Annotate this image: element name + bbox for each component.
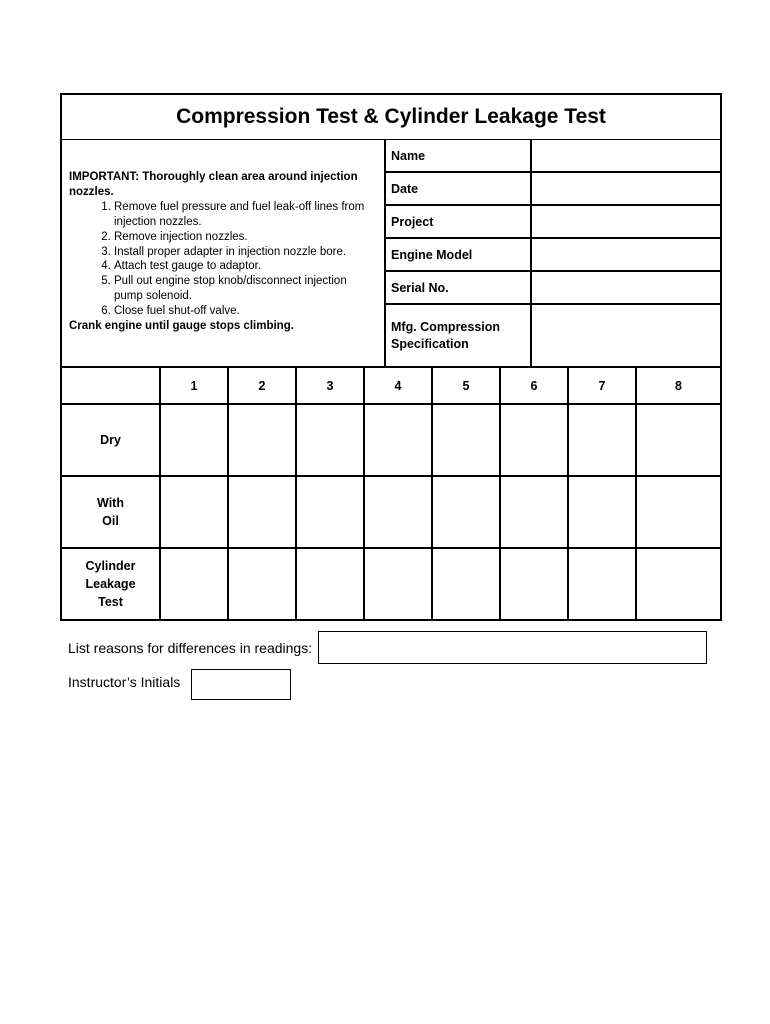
reading-cell[interactable] bbox=[568, 476, 636, 548]
initials-field[interactable] bbox=[191, 669, 291, 700]
name-field[interactable] bbox=[532, 140, 720, 171]
reading-cell[interactable] bbox=[432, 404, 500, 476]
reading-cell[interactable] bbox=[364, 476, 432, 548]
important-note: IMPORTANT: Thoroughly clean area around injection nozzles. bbox=[69, 171, 358, 198]
field-row-name bbox=[386, 140, 720, 173]
reasons-label: List reasons for differences in readings: bbox=[68, 639, 313, 656]
initials-section bbox=[68, 669, 291, 700]
reading-cell[interactable] bbox=[160, 548, 228, 619]
reading-cell[interactable] bbox=[160, 404, 228, 476]
engine-model-label: Engine Model bbox=[386, 239, 532, 270]
reading-cell[interactable] bbox=[160, 476, 228, 548]
spec-field[interactable] bbox=[532, 305, 720, 366]
info-section bbox=[62, 140, 720, 368]
row-label: With Oil bbox=[62, 476, 160, 548]
reading-cell[interactable] bbox=[500, 404, 568, 476]
spec-label: Mfg. Compression Specification bbox=[386, 305, 532, 366]
info-fields bbox=[386, 140, 720, 366]
date-field[interactable] bbox=[532, 173, 720, 204]
reading-cell[interactable] bbox=[568, 548, 636, 619]
project-label: Project bbox=[386, 206, 532, 237]
table-row-leakage bbox=[62, 548, 720, 619]
row-label: Dry bbox=[62, 404, 160, 476]
reading-cell[interactable] bbox=[296, 404, 364, 476]
column-header: 3 bbox=[296, 368, 364, 404]
instruction-step: 3. Install proper adapter in injection nozzle bore. bbox=[114, 245, 378, 260]
reading-cell[interactable] bbox=[364, 404, 432, 476]
reading-cell[interactable] bbox=[636, 548, 720, 619]
table-row-dry bbox=[62, 404, 720, 476]
instructions-panel bbox=[62, 140, 386, 366]
serial-label: Serial No. bbox=[386, 272, 532, 303]
serial-field[interactable] bbox=[532, 272, 720, 303]
reading-cell[interactable] bbox=[228, 548, 296, 619]
field-row-spec bbox=[386, 305, 720, 366]
name-label: Name bbox=[386, 140, 532, 171]
reading-cell[interactable] bbox=[228, 404, 296, 476]
column-header: 6 bbox=[500, 368, 568, 404]
test-form bbox=[60, 93, 722, 621]
initials-label: Instructor’s Initials bbox=[68, 674, 181, 690]
table-row-with-oil bbox=[62, 476, 720, 548]
table-header-row bbox=[62, 368, 720, 404]
reading-cell[interactable] bbox=[500, 548, 568, 619]
engine-model-field[interactable] bbox=[532, 239, 720, 270]
instruction-step: 5. Pull out engine stop knob/disconnect injection pump solenoid. bbox=[114, 274, 378, 304]
reading-cell[interactable] bbox=[364, 548, 432, 619]
readings-table bbox=[62, 368, 720, 619]
reasons-field[interactable] bbox=[318, 631, 707, 664]
corner-cell bbox=[62, 368, 160, 404]
reasons-section bbox=[68, 631, 707, 664]
field-row-serial bbox=[386, 272, 720, 305]
column-header: 2 bbox=[228, 368, 296, 404]
instruction-steps bbox=[69, 200, 378, 319]
reading-cell[interactable] bbox=[568, 404, 636, 476]
row-label: Cylinder Leakage Test bbox=[62, 548, 160, 619]
field-row-project bbox=[386, 206, 720, 239]
column-header: 1 bbox=[160, 368, 228, 404]
column-header: 8 bbox=[636, 368, 720, 404]
instruction-step: 1. Remove fuel pressure and fuel leak-off lines from injection nozzles. bbox=[114, 200, 378, 230]
reading-cell[interactable] bbox=[500, 476, 568, 548]
reading-cell[interactable] bbox=[296, 548, 364, 619]
field-row-date bbox=[386, 173, 720, 206]
date-label: Date bbox=[386, 173, 532, 204]
closing-note: Crank engine until gauge stops climbing. bbox=[69, 320, 294, 333]
reading-cell[interactable] bbox=[636, 404, 720, 476]
instruction-step: 2. Remove injection nozzles. bbox=[114, 230, 378, 245]
instruction-step: 6. Close fuel shut-off valve. bbox=[114, 304, 378, 319]
reading-cell[interactable] bbox=[228, 476, 296, 548]
reading-cell[interactable] bbox=[296, 476, 364, 548]
column-header: 7 bbox=[568, 368, 636, 404]
reading-cell[interactable] bbox=[432, 548, 500, 619]
reading-cell[interactable] bbox=[432, 476, 500, 548]
form-title: Compression Test & Cylinder Leakage Test bbox=[62, 95, 720, 140]
column-header: 4 bbox=[364, 368, 432, 404]
project-field[interactable] bbox=[532, 206, 720, 237]
instruction-step: 4. Attach test gauge to adaptor. bbox=[114, 259, 378, 274]
reading-cell[interactable] bbox=[636, 476, 720, 548]
column-header: 5 bbox=[432, 368, 500, 404]
field-row-engine-model bbox=[386, 239, 720, 272]
